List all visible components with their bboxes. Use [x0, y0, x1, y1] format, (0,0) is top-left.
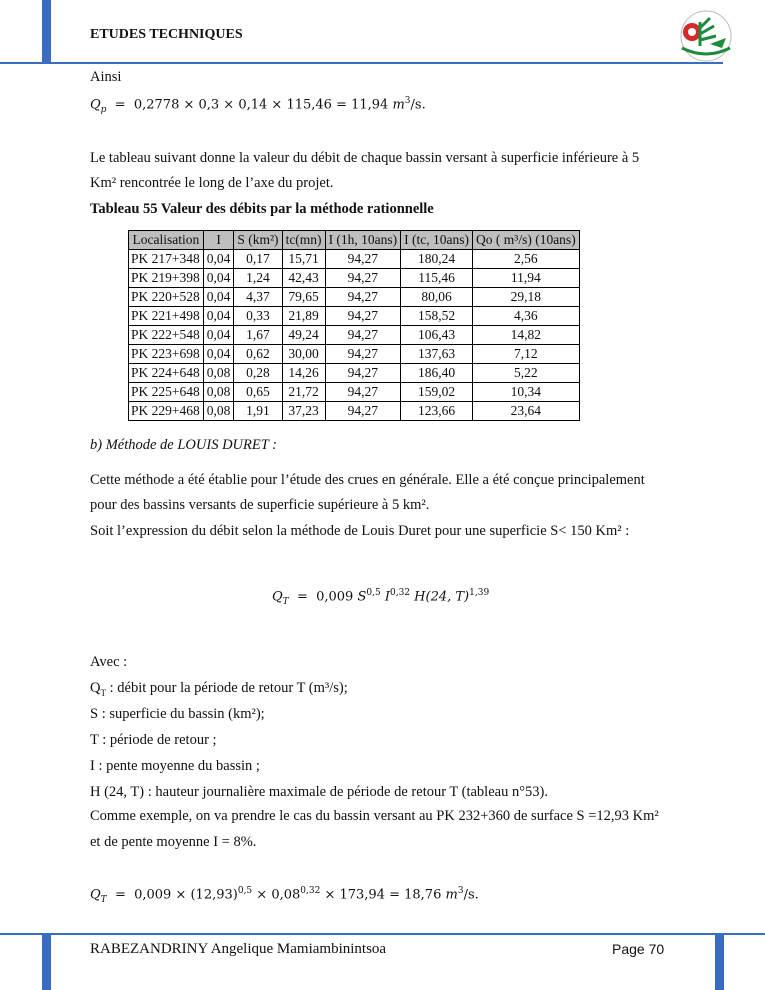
table-cell: 11,94: [473, 269, 580, 288]
table-cell: 0,04: [203, 288, 234, 307]
table-cell: 0,17: [234, 250, 282, 269]
final-part-a: 0,009 × (12,93): [134, 887, 238, 903]
table-cell: 0,04: [203, 250, 234, 269]
table-cell: 15,71: [282, 250, 325, 269]
header-title: ETUDES TECHNIQUES: [90, 27, 243, 42]
table-cell: 0,04: [203, 269, 234, 288]
avec-text: Avec :: [90, 654, 128, 670]
final-part-b: × 0,08: [252, 887, 301, 903]
def-s: S : superficie du bassin (km²);: [90, 706, 265, 722]
paragraph-duret-line1: Cette méthode a été établie pour l’étude des crues en générale. Elle a été conçue principalement: [90, 472, 645, 488]
table-cell: 0,08: [203, 364, 234, 383]
qp-unit-tail: /s.: [410, 97, 426, 113]
table-cell: 4,36: [473, 307, 580, 326]
def-t: T : période de retour ;: [90, 732, 217, 748]
def-qt: $Q_T$ : débit pour la période de retour T (m³/s);: [90, 680, 348, 698]
table-cell: 94,27: [325, 402, 401, 421]
formula-exp-h: 1,39: [469, 588, 490, 598]
table-row: [129, 383, 580, 402]
cell-localisation: PK 223+698: [129, 345, 204, 364]
formula-exp-i: 0,32: [389, 588, 411, 598]
final-unit-tail: /s.: [463, 887, 479, 903]
table-cell: 29,18: [473, 288, 580, 307]
table-cell: 49,24: [282, 326, 325, 345]
table-cell: 94,27: [325, 307, 401, 326]
paragraph-duret-expression: Soit l’expression du débit selon la méthode de Louis Duret pour une superficie S< 150 Km² :: [90, 523, 630, 539]
ainsi-text: Ainsi: [90, 69, 122, 85]
formula-coef: 0,009: [316, 589, 354, 605]
table-cell: 21,89: [282, 307, 325, 326]
table-row: [129, 250, 580, 269]
final-equation: $Q_T = 0,009 \times (12,93)^{0,5} \times 0,08^{0,32} \times 173,94 = 18,76$ $m^3/s$.: [90, 886, 479, 905]
table-cell: 115,46: [401, 269, 473, 288]
footer-right-bar: [715, 933, 724, 990]
paragraph-intro-line2: Km² rencontrée le long de l’axe du projet.: [90, 175, 334, 191]
col-header: Qo ( m³/s) (10ans): [473, 231, 580, 250]
cell-localisation: PK 219+398: [129, 269, 204, 288]
table-cell: 137,63: [401, 345, 473, 364]
table-row: [129, 307, 580, 326]
table-cell: 94,27: [325, 383, 401, 402]
col-header: tc(mn): [282, 231, 325, 250]
table-row: [129, 269, 580, 288]
table-cell: 5,22: [473, 364, 580, 383]
footer-page-number: Page 70: [612, 941, 665, 957]
debits-table: [128, 230, 580, 421]
paragraph-duret-line2: pour des bassins versants de superficie supérieure à 5 km².: [90, 497, 430, 513]
table-cell: 0,62: [234, 345, 282, 364]
cell-localisation: PK 222+548: [129, 326, 204, 345]
table-cell: 180,24: [401, 250, 473, 269]
table-cell: 94,27: [325, 269, 401, 288]
table-cell: 1,67: [234, 326, 282, 345]
table-cell: 37,23: [282, 402, 325, 421]
header-rule: [0, 62, 723, 64]
cell-localisation: PK 220+528: [129, 288, 204, 307]
footer-left-bar: [42, 933, 51, 990]
table-header-row: [129, 231, 580, 250]
table-cell: 80,06: [401, 288, 473, 307]
table-cell: 0,08: [203, 402, 234, 421]
table-cell: 2,56: [473, 250, 580, 269]
table-cell: 94,27: [325, 326, 401, 345]
table-row: [129, 402, 580, 421]
table-cell: 0,04: [203, 307, 234, 326]
qp-equation-rhs: 0,2778 × 0,3 × 0,14 × 115,46 = 11,94: [133, 97, 389, 113]
col-header: S (km²): [234, 231, 282, 250]
table-cell: 0,08: [203, 383, 234, 402]
footer-rule: [0, 933, 765, 935]
col-header: I (1h, 10ans): [325, 231, 401, 250]
table-row: [129, 364, 580, 383]
table-cell: 186,40: [401, 364, 473, 383]
table-cell: 10,34: [473, 383, 580, 402]
table-cell: 94,27: [325, 250, 401, 269]
example-line1: Comme exemple, on va prendre le cas du bassin versant au PK 232+360 de surface S =12,93 Km²: [90, 808, 659, 824]
table-cell: 0,65: [234, 383, 282, 402]
section-b-heading: b) Méthode de LOUIS DURET :: [90, 437, 277, 453]
col-header: I: [203, 231, 234, 250]
table-caption: Tableau 55 Valeur des débits par la méthode rationnelle: [90, 201, 434, 217]
cell-localisation: PK 221+498: [129, 307, 204, 326]
table-cell: 94,27: [325, 345, 401, 364]
table-row: [129, 326, 580, 345]
paragraph-intro-line1: Le tableau suivant donne la valeur du débit de chaque bassin versant à superficie inférieure à 5: [90, 150, 640, 166]
cell-localisation: PK 229+468: [129, 402, 204, 421]
table-cell: 0,04: [203, 345, 234, 364]
def-qt-text: : débit pour la période de retour T (m³/s);: [105, 680, 348, 696]
col-header: Localisation: [129, 231, 204, 250]
formula-h: H(24, T): [414, 589, 470, 605]
table-cell: 4,37: [234, 288, 282, 307]
table-cell: 14,26: [282, 364, 325, 383]
header-left-bar: [42, 0, 51, 62]
table-cell: 79,65: [282, 288, 325, 307]
col-header: I (tc, 10ans): [401, 231, 473, 250]
institution-logo-icon: [670, 8, 742, 64]
table-cell: 7,12: [473, 345, 580, 364]
final-exp2: 0,32: [300, 886, 321, 896]
table-cell: 1,24: [234, 269, 282, 288]
final-exp1: 0,5: [237, 886, 253, 896]
footer-author: RABEZANDRINY Angelique Mamiambinintsoa: [90, 941, 387, 957]
table-row: [129, 345, 580, 364]
table-cell: 0,04: [203, 326, 234, 345]
table-cell: 0,28: [234, 364, 282, 383]
table-cell: 14,82: [473, 326, 580, 345]
table-cell: 1,91: [234, 402, 282, 421]
formula-exp-s: 0,5: [366, 588, 381, 598]
cell-localisation: PK 225+648: [129, 383, 204, 402]
table-cell: 94,27: [325, 364, 401, 383]
table-row: [129, 288, 580, 307]
table-cell: 0,33: [234, 307, 282, 326]
table-cell: 23,64: [473, 402, 580, 421]
cell-localisation: PK 217+348: [129, 250, 204, 269]
final-part-c: × 173,94 = 18,76: [320, 887, 442, 903]
def-h: H (24, T) : hauteur journalière maximale de période de retour T (tableau n°53).: [90, 784, 548, 800]
table-cell: 30,00: [282, 345, 325, 364]
table-cell: 21,72: [282, 383, 325, 402]
table-cell: 106,43: [401, 326, 473, 345]
table-cell: 123,66: [401, 402, 473, 421]
table-cell: 94,27: [325, 288, 401, 307]
def-i: I : pente moyenne du bassin ;: [90, 758, 260, 774]
table-cell: 158,52: [401, 307, 473, 326]
example-line2: et de pente moyenne I = 8%.: [90, 834, 257, 850]
table-cell: 159,02: [401, 383, 473, 402]
qp-equation: $Q_p = 0,2778 \times 0,3 \times 0,14 \times 115,46 = 11,94$ $m^3/s$.: [90, 96, 426, 115]
cell-localisation: PK 224+648: [129, 364, 204, 383]
table-cell: 42,43: [282, 269, 325, 288]
duret-formula: $Q_T = 0,009$ S$^{0,5}$ I$^{0,32}$ H(24, T)$^{1,39}$: [272, 588, 490, 607]
